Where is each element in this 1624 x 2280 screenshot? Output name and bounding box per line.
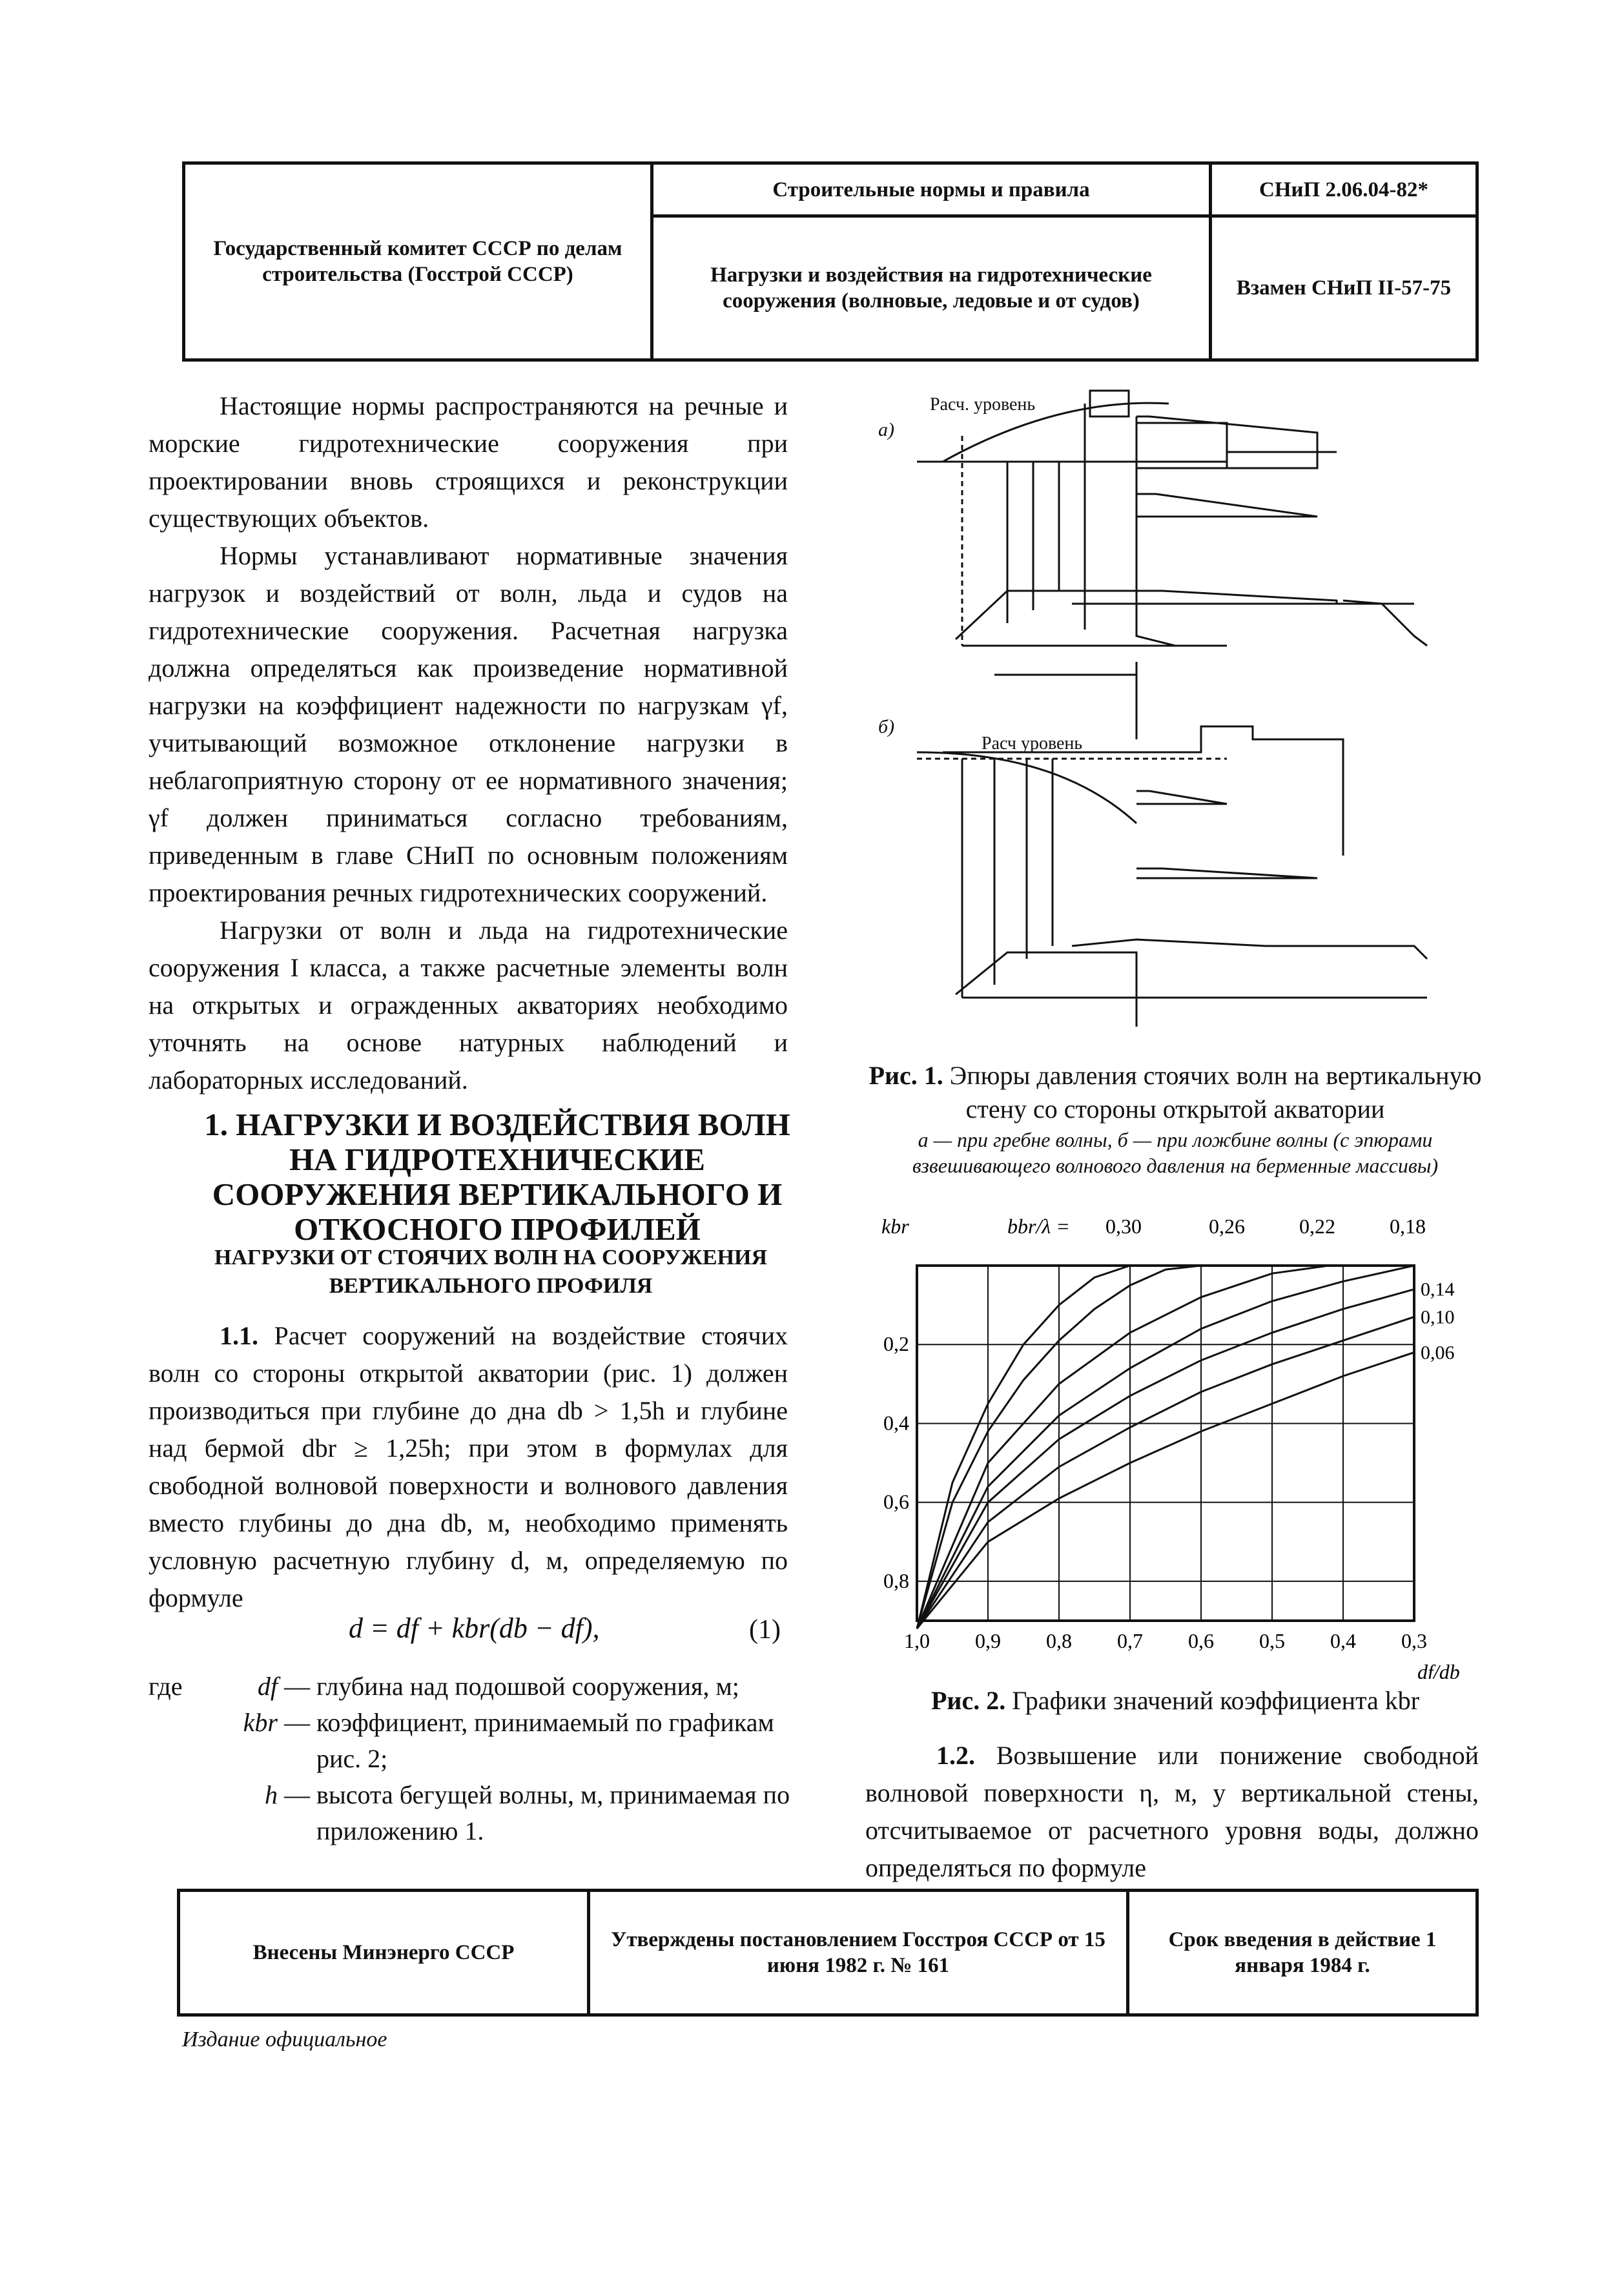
formula-number: (1) <box>749 1615 781 1645</box>
intro-paragraph: Нормы устанавливают нормативные значения нагрузок и воздействий от волн, льда и судов на гидротехнические сооружения. Расчетная нагрузка должна определяться как произведение нормативной нагрузки на коэффициент надежности по нагрузкам γf, учитывающий возможное отклонение нагрузки в неблагоприятную сторону от ее нормативного значения; γf должен приниматься согласно требованиям, приведенным в главе СНиП по основным положениям проектирования речных гидротехнических сооружений. <box>149 541 788 907</box>
series-label: 0,18 <box>1390 1215 1426 1238</box>
panel-a-label: а) <box>878 419 894 440</box>
header-table <box>182 161 1479 362</box>
kbr-chart <box>865 1201 1485 1679</box>
intro-text <box>149 387 788 1099</box>
effective-cell: Срок введения в действие 1 января 1984 г. <box>1128 1891 1477 2015</box>
x-tick-label: 0,6 <box>1188 1629 1214 1652</box>
paragraph-number: 1.2. <box>936 1741 975 1770</box>
section-title: 1. НАГРУЗКИ И ВОЗДЕЙСТВИЯ ВОЛН НА ГИДРОТЕХНИЧЕСКИЕ СООРУЖЕНИЯ ВЕРТИКАЛЬНОГО И ОТКОСНОГО ПРОФИЛЕЙ <box>204 1107 790 1247</box>
paragraph-text: db > 1,5h и глубине над бермой dbr ≥ 1,25h; при этом в формулах для свободной волновой поверхности и волнового давления вместо глубины до дна db, м, необходимо применять условную расчетную глубину d, м, определяемую по формуле <box>149 1396 788 1612</box>
def-text: высота бегущей волны, м, принимаемая по приложению 1. <box>316 1780 790 1845</box>
norms-title-cell: Строительные нормы и правила <box>652 163 1211 216</box>
x-axis-label: df/db <box>1417 1660 1460 1679</box>
figure-2-caption <box>869 1684 1482 1718</box>
y-tick-label: 0,6 <box>883 1490 909 1514</box>
definitions-list: где df — глубина над подошвой сооружения, м; kbr — коэффициент, принимаемый по графикам рис. 2; h — высота бегущей волны, м, принимаемая по приложению 1. <box>149 1669 794 1849</box>
footer-table <box>177 1889 1479 2017</box>
series-label: 0,14 <box>1421 1279 1455 1300</box>
x-tick-label: 0,3 <box>1401 1629 1427 1652</box>
introduced-cell: Внесены Минэнерго СССР <box>179 1891 589 2015</box>
series-label: 0,06 <box>1421 1342 1455 1364</box>
x-tick-label: 0,5 <box>1259 1629 1285 1652</box>
figure-1-subcaption: а — при гребне волны, б — при ложбине волны (с эпюрами взвешивающего волнового давления на берменные массивы) <box>912 1128 1439 1177</box>
paragraph-1-1 <box>149 1317 788 1617</box>
def-text: коэффициент, принимаемый по графикам рис. 2; <box>316 1708 774 1773</box>
paragraph-number: 1.1. <box>220 1321 258 1350</box>
paragraph-text: Возвышение или понижение свободной волновой поверхности η, м, у вертикальной стены, отсчитываемое от расчетного уровня воды, должно определяться по формуле <box>865 1741 1479 1882</box>
def-text: глубина над подошвой сооружения, м; <box>316 1672 739 1701</box>
section-subtitle: НАГРУЗКИ ОТ СТОЯЧИХ ВОЛН НА СООРУЖЕНИЯ ВЕРТИКАЛЬНОГО ПРОФИЛЯ <box>214 1246 768 1298</box>
def-symbol: kbr <box>243 1708 278 1737</box>
intro-paragraph: Настоящие нормы распространяются на речные и морские гидротехнические сооружения при проектировании вновь строящихся и реконструкции существующих объектов. <box>149 391 788 533</box>
subject-cell: Нагрузки и воздействия на гидротехнические сооружения (волновые, ледовые и от судов) <box>652 216 1211 360</box>
paragraph-text: Расчет сооружений на воздействие стоячих волн со стороны открытой акватории (рис. 1) должен производиться при глубине до дна <box>149 1321 788 1425</box>
y-axis-label: kbr <box>881 1215 909 1238</box>
figure-1 <box>865 378 1485 1030</box>
committee-cell: Государственный комитет СССР по делам строительства (Госстрой СССР) <box>184 163 652 360</box>
def-symbol: df <box>257 1672 278 1701</box>
y-tick-label: 0,2 <box>883 1332 909 1356</box>
x-tick-label: 0,4 <box>1330 1629 1356 1652</box>
series-label: 0,22 <box>1299 1215 1335 1238</box>
paragraph-1-2 <box>865 1737 1479 1887</box>
y-tick-label: 0,8 <box>883 1568 909 1592</box>
x-tick-label: 1,0 <box>904 1629 930 1652</box>
legend-prefix: bbr/λ = <box>1007 1215 1070 1238</box>
def-symbol: h <box>265 1780 278 1809</box>
replaces-cell: Взамен СНиП II-57-75 <box>1211 216 1477 360</box>
figure-1-title: Эпюры давления стоячих волн на вертикальную стену со стороны открытой акватории <box>949 1061 1482 1124</box>
where-label: где <box>149 1672 183 1701</box>
plot-frame <box>917 1266 1414 1621</box>
level-label-a: Расч. уровень <box>930 395 1036 415</box>
series-label: 0,26 <box>1209 1215 1245 1238</box>
code-cell: СНиП 2.06.04-82* <box>1211 163 1477 216</box>
approved-cell: Утверждены постановлением Госстроя СССР от 15 июня 1982 г. № 161 <box>589 1891 1128 2015</box>
series-label: 0,30 <box>1105 1215 1142 1238</box>
series-label: 0,10 <box>1421 1306 1455 1328</box>
x-tick-label: 0,9 <box>975 1629 1001 1652</box>
figure-2 <box>865 1201 1485 1679</box>
x-tick-label: 0,8 <box>1046 1629 1072 1652</box>
x-tick-label: 0,7 <box>1117 1629 1143 1652</box>
level-label-b: Расч уровень <box>982 734 1083 754</box>
figure-2-title: Графики значений коэффициента kbr <box>1012 1686 1420 1715</box>
figure-1-drawing <box>865 378 1485 1030</box>
figure-1-caption <box>869 1059 1482 1126</box>
intro-paragraph: Нагрузки от волн и льда на гидротехнические сооружения I класса, а также расчетные элементы волн на открытых и огражденных акваториях необходимо уточнять на основе натурных наблюдений и лабораторных исследований. <box>149 916 788 1094</box>
figure-2-number: Рис. 2. <box>930 1686 1006 1715</box>
formula-1: d = df + kbr(db − df), <box>349 1612 600 1644</box>
official-edition: Издание официальное <box>182 2028 387 2051</box>
y-tick-label: 0,4 <box>883 1411 909 1435</box>
series-line <box>917 1266 1130 1628</box>
series-line <box>917 1352 1414 1628</box>
panel-b-label: б) <box>878 716 895 737</box>
series-line <box>917 1266 1329 1628</box>
figure-1-number: Рис. 1. <box>869 1061 943 1090</box>
